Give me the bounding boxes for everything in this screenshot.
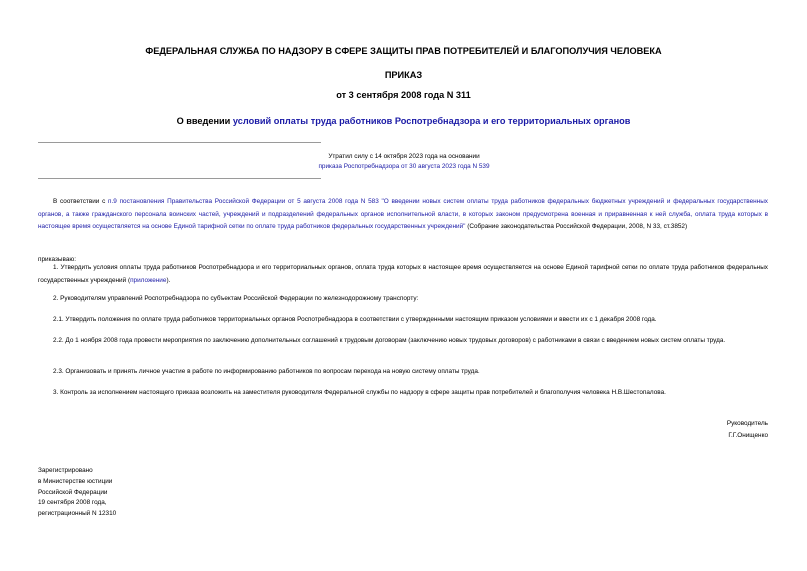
divider-top [38, 142, 321, 143]
paragraph-2-2: 2.2. До 1 ноября 2008 года провести мероприятия по заключению дополнительных соглашений к трудовым договорам (заключению новых трудовых договоров) с работниками в связи с введением новых систем оплаты труда. [53, 337, 726, 344]
paragraph-1-text-a: 1. Утвердить условия оплаты труда работников Роспотребнадзора и его территориальных органов, оплата труда которых в настоящее время осуществляется на основе Единой тарифной сетки по оплате труда работников федеральных государственных учреждений ( [38, 264, 768, 284]
order-word: приказываю: [38, 256, 76, 263]
intro-text-a: В соответствии с [53, 198, 109, 205]
document-type: ПРИКАЗ [384, 70, 423, 80]
title-link[interactable]: условий оплаты труда работников Роспотребнадзора и его территориальных органов [232, 116, 631, 126]
document-title [0, 116, 807, 126]
registration-line-1: Зарегистрировано [38, 467, 93, 474]
government-decree-link[interactable]: п.9 постановления Правительства Российской Федерации от 5 августа 2008 года N 583 "О введении новых систем оплаты труда работников федеральных бюджетных учреждений и федеральных государственных органов, а также гражданского персонала воинских частей, учреждений и подразделений федеральных органов исполнительной власти, в которых законом предусмотрена военная и приравненная к ней служба, оплата труда которых в настоящее время осуществляется на основе Единой тарифной сетки по оплате труда работников федеральных государственных учреждений" [38, 198, 769, 230]
agency-heading: ФЕДЕРАЛЬНАЯ СЛУЖБА ПО НАДЗОРУ В СФЕРЕ ЗАЩИТЫ ПРАВ ПОТРЕБИТЕЛЕЙ И БЛАГОПОЛУЧИЯ ЧЕЛОВЕКА [145, 46, 662, 56]
document-date-number: от 3 сентября 2008 года N 311 [336, 90, 471, 100]
paragraph-2: 2. Руководителям управлений Роспотребнадзора по субъектам Российской Федерации по железнодорожному транспорту: [53, 295, 419, 302]
paragraph-2-3: 2.3. Организовать и принять личное участие в работе по информированию работников по вопросам перехода на новую систему оплаты труда. [53, 368, 480, 375]
registration-line-3: Российской Федерации [38, 489, 108, 496]
registration-line-2: в Министерстве юстиции [38, 478, 113, 485]
intro-paragraph [38, 196, 768, 234]
status-note-line2 [60, 162, 748, 172]
signature-name: Г.Г.Онищенко [728, 432, 768, 439]
registration-line-5: регистрационный N 12310 [38, 510, 117, 517]
signature-position: Руководитель [726, 420, 768, 427]
divider-bottom [38, 178, 321, 179]
paragraph-3: 3. Контроль за исполнением настоящего приказа возложить на заместителя руководителя Федеральной службы по надзору в сфере защиты прав потребителей и благополучия человека Н.В.Шестопалова. [53, 389, 666, 396]
intro-text-b: (Собрание законодательства Российской Федерации, 2008, N 33, ст.3852) [465, 223, 688, 230]
registration-line-4: 19 сентября 2008 года, [38, 499, 107, 506]
title-prefix: О введении [176, 116, 233, 126]
paragraph-1 [38, 262, 768, 287]
appendix-link[interactable]: приложение [130, 276, 167, 284]
paragraph-2-1: 2.1. Утвердить положения по оплате труда работников территориальных органов Роспотребнадзора в соответствии с утвержденными настоящим приказом условиями и ввести их с 1 декабря 2008 года. [53, 316, 657, 323]
paragraph-1-text-b: ). [166, 276, 171, 284]
status-note-text: Утратил силу с 14 октября 2023 года на основании [328, 153, 480, 160]
repeal-order-link[interactable]: приказа Роспотребнадзора от 30 августа 2023 года N 539 [318, 163, 490, 170]
